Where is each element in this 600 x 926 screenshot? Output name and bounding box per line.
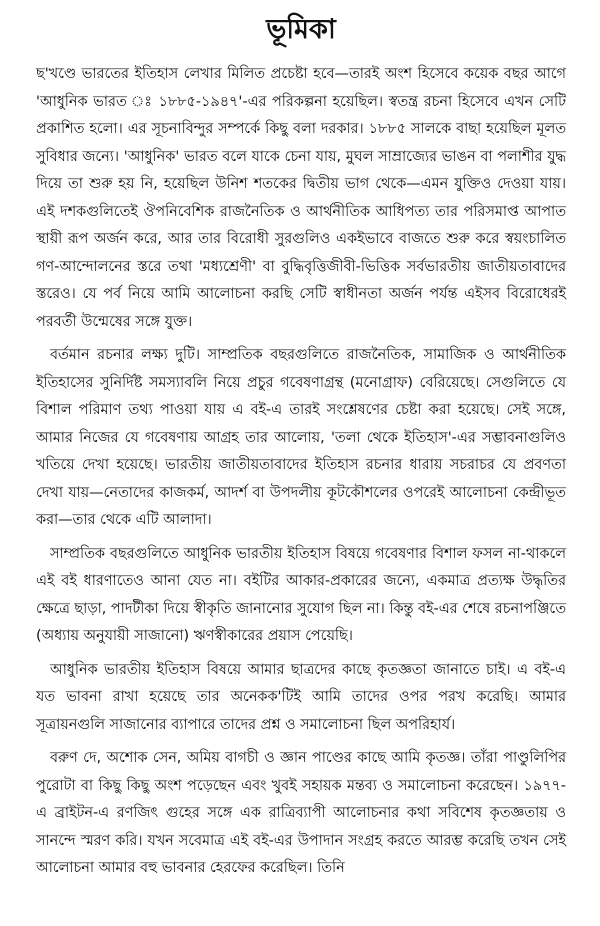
- paragraph-1: ছ'খণ্ডে ভারতের ইতিহাস লেখার মিলিত প্রচেষ্টা হবে—তারই অংশ হিসেবে কয়েক বছর আগে 'আধুনিক ভারত ঃ ১৮৮৫-১৯৪৭'-এর পরিকল্পনা হয়েছিল। স্বতন্ত্র রচনা হিসেবে এখন সেটি প্রকাশিত হলো। এর সূচনাবিন্দুর সম্পর্কে কিছু বলা দরকার। ১৮৮৫ সালকে বাছা হয়েছিল মূলত সুবিধার জন্যে। 'আধুনিক' ভারত বলে যাকে চেনা যায়, মুঘল সাম্রাজ্যের ভাঙন বা পলাশীর যুদ্ধ দিয়ে তা শুরু হয় নি, হয়েছিল উনিশ শতকের দ্বিতীয় ভাগ থেকে—এমন যুক্তিও দেওয়া যায়। এই দশকগুলিতেই ঔপনিবেশিক রাজনৈতিক ও আর্থনীতিক আধিপত্য তার পরিসমাপ্ত আপাত স্থায়ী রূপ অর্জন করে, আর তার বিরোধী সুরগুলিও একইভাবে বাজতে শুরু করে স্বয়ংচালিত গণ-আন্দোলনের স্তরে তথা 'মধ্যশ্রেণী' বা বুদ্ধিবৃত্তিজীবী-ভিত্তিক সর্বভারতীয় জাতীয়তাবাদের স্তরেও। যে পর্ব নিয়ে আমি আলোচনা করছি সেটি স্বাধীনতা অর্জন পর্যন্ত এইসব বিরোধেরই পরবর্তী উন্মেষের সঙ্গে যুক্ত।: [36, 66, 566, 330]
- paragraph-5: বরুণ দে, অশোক সেন, অমিয় বাগচী ও জ্ঞান পাণ্ডের কাছে আমি কৃতজ্ঞ। তাঁরা পাণ্ডুলিপির পুরোটা বা কিছু কিছু অংশ পড়েছেন এবং খুবই সহায়ক মন্তব্য ও সমালোচনা করেছেন। ১৯৭৭-এ ব্রাইটন-এ রণজিৎ গুহের সঙ্গে এক রাত্রিব্যাপী আলোচনার কথা সবিশেষ কৃতজ্ঞতায় ও সানন্দে স্মরণ করি। যখন সবেমাত্র এই বই-এর উপাদান সংগ্রহ করতে আরম্ভ করেছি তখন সেই আলোচনা আমার বহু ভাবনার হেরফের করেছিল। তিনি: [36, 750, 566, 877]
- paragraph-3: সাম্প্রতিক বছরগুলিতে আধুনিক ভারতীয় ইতিহাস বিষয়ে গবেষণার বিশাল ফসল না-থাকলে এই বই ধারণাতেও আনা যেত না। বইটির আকার-প্রকারের জন্যে, একমাত্র প্রত্যক্ষ উদ্ধৃতির ক্ষেত্রে ছাড়া, পাদটীকা দিয়ে স্বীকৃতি জানানোর সুযোগ ছিল না। কিন্তু বই-এর শেষে রচনাপঞ্জিতে (অধ্যায় অনুযায়ী সাজানো) ঋণস্বীকারের প্রয়াস পেয়েছি।: [36, 545, 567, 645]
- paragraph-4: আধুনিক ভারতীয় ইতিহাস বিষয়ে আমার ছাত্রদের কাছে কৃতজ্ঞতা জানাতে চাই। এ বই-এ যত ভাবনা রাখা হয়েছে তার অনেকক'টিই আমি তাদের ওপর পরখ করেছি। আমার সূত্রায়নগুলি সাজানোর ব্যাপারে তাদের প্রশ্ন ও সমালোচনা ছিল অপরিহার্য।: [36, 661, 566, 733]
- paragraph-2: বর্তমান রচনার লক্ষ্য দুটি। সাম্প্রতিক বছরগুলিতে রাজনৈতিক, সামাজিক ও আর্থনীতিক ইতিহাসের সুনির্দিষ্ট সমস্যাবলি নিয়ে প্রচুর গবেষণাগ্রন্থ (মনোগ্রাফ) বেরিয়েছে। সেগুলিতে যে বিশাল পরিমাণ তথ্য পাওয়া যায় এ বই-এ তারই সংশ্লেষণের চেষ্টা করা হয়েছে। সেই সঙ্গে, আমার নিজের যে গবেষণায় আগ্রহ তার আলোয়, 'তলা থেকে ইতিহাস'-এর সম্ভাবনাগুলিও খতিয়ে দেখা হয়েছে। ভারতীয় জাতীয়তাবাদের ইতিহাস রচনার ধারায় সচরাচর যে প্রবণতা দেখা যায়—নেতাদের কাজকর্ম, আদর্শ বা উপদলীয় কূটকৌশলের ওপরেই আলোচনা কেন্দ্রীভূত করা—তার থেকে এটি আলাদা।: [36, 347, 566, 529]
- page-title: ভূমিকা: [266, 14, 336, 45]
